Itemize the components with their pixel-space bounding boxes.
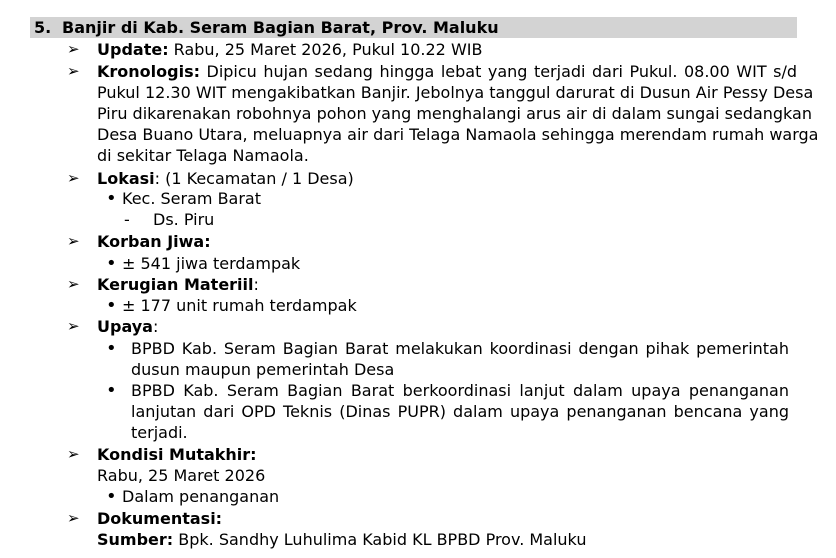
arrow-bullet-icon: ➢: [67, 40, 80, 58]
kronologis-line-2: Pukul 12.30 WIT mengakibatkan Banjir. Jebolnya tanggul darurat di Dusun Air Pessy Desa: [97, 83, 814, 102]
upaya-label: Upaya: [97, 317, 153, 336]
section-title: Banjir di Kab. Seram Bagian Barat, Prov. Maluku: [62, 18, 499, 37]
section-number: 5.: [34, 18, 52, 37]
lokasi-desa: Ds. Piru: [153, 210, 215, 229]
section-heading: [30, 17, 797, 38]
upaya-item-1-line-1: BPBD Kab. Seram Bagian Barat melakukan koordinasi dengan pihak pemerintah: [131, 339, 789, 358]
korban-item: ± 541 jiwa terdampak: [122, 254, 301, 273]
kondisi-label: Kondisi Mutakhir:: [97, 445, 257, 464]
sumber-row: [97, 529, 586, 550]
bullet-icon: •: [106, 380, 117, 401]
upaya-item-1-line-2: dusun maupun pemerintah Desa: [131, 360, 395, 379]
arrow-bullet-icon: ➢: [67, 509, 80, 527]
kerugian-row: Kerugian Materiil:: [97, 275, 259, 294]
kondisi-date: Rabu, 25 Maret 2026: [97, 466, 266, 485]
kronologis-line-5: di sekitar Telaga Namaola.: [97, 146, 309, 165]
bullet-icon: •: [106, 295, 117, 316]
kronologis-line-4: Desa Buano Utara, meluapnya air dari Telaga Namaola sehingga merendam rumah warga: [97, 125, 819, 144]
update-label: Update:: [97, 40, 169, 59]
upaya-item-2-line-3: terjadi.: [131, 423, 188, 442]
update-value: Rabu, 25 Maret 2026, Pukul 10.22 WIB: [168, 40, 483, 59]
arrow-bullet-icon: ➢: [67, 317, 80, 335]
lokasi-row: [97, 168, 354, 189]
bullet-icon: •: [106, 486, 117, 507]
arrow-bullet-icon: ➢: [67, 169, 80, 187]
bullet-icon: •: [106, 188, 117, 209]
dash-icon: -: [124, 210, 130, 229]
dokumentasi-label: Dokumentasi:: [97, 509, 223, 528]
kondisi-item: Dalam penanganan: [122, 487, 280, 506]
sumber-value: Bpk. Sandhy Luhulima Kabid KL BPBD Prov. Maluku: [173, 530, 587, 549]
lokasi-label: Lokasi: [97, 169, 155, 188]
bullet-icon: •: [106, 338, 117, 359]
arrow-bullet-icon: ➢: [67, 232, 80, 250]
arrow-bullet-icon: ➢: [67, 62, 80, 80]
lokasi-value: : (1 Kecamatan / 1 Desa): [154, 169, 354, 188]
kerugian-item: ± 177 unit rumah terdampak: [122, 296, 357, 315]
upaya-item-2-line-2: lanjutan dari OPD Teknis (Dinas PUPR) dalam upaya penanganan bencana yang: [131, 402, 789, 421]
korban-row: [97, 231, 211, 252]
bullet-icon: •: [106, 253, 117, 274]
kronologis-line-3: Piru dikarenakan robohnya pohon yang menghalangi arus air di dalam sungai sedangkan: [97, 104, 812, 123]
kronologis-line-1: Kronologis: Dipicu hujan sedang hingga lebat yang terjadi dari Pukul. 08.00 WIT s/d: [97, 62, 797, 81]
korban-label: Korban Jiwa:: [97, 232, 211, 251]
arrow-bullet-icon: ➢: [67, 445, 80, 463]
lokasi-kecamatan: Kec. Seram Barat: [122, 189, 261, 208]
upaya-row: Upaya:: [97, 317, 159, 336]
kronologis-label: Kronologis:: [97, 62, 200, 81]
kondisi-row: [97, 444, 257, 465]
arrow-bullet-icon: ➢: [67, 275, 80, 293]
dokumentasi-row: [97, 508, 222, 529]
kerugian-label: Kerugian Materiil: [97, 275, 254, 294]
sumber-label: Sumber:: [97, 530, 174, 549]
update-row: [97, 39, 482, 60]
upaya-item-2-line-1: BPBD Kab. Seram Bagian Barat berkoordinasi lanjut dalam upaya penanganan: [131, 381, 789, 400]
